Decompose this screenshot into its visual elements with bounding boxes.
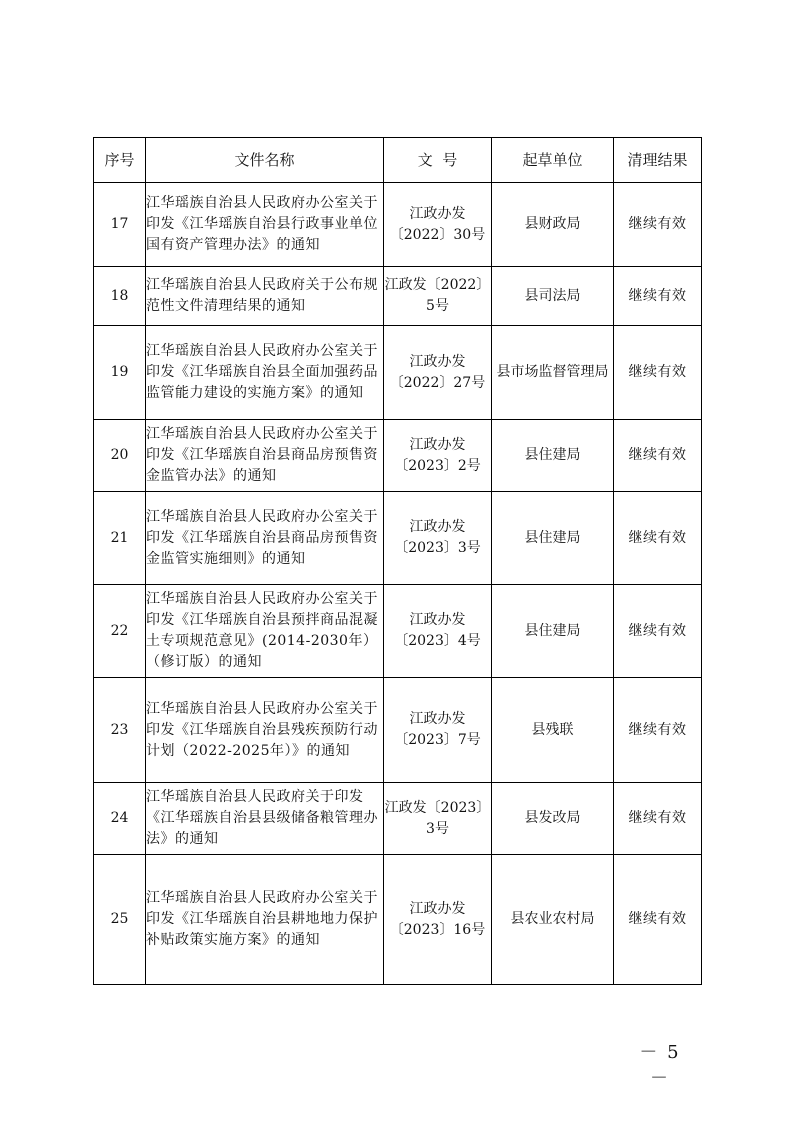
row-seq: 19 — [94, 326, 146, 420]
document-table — [93, 137, 702, 985]
row-result: 继续有效 — [614, 678, 702, 783]
row-drafting-unit: 县住建局 — [492, 492, 614, 585]
row-result: 继续有效 — [614, 855, 702, 985]
table-row — [94, 492, 702, 585]
row-doc-number: 江政办发〔2022〕27号 — [384, 326, 492, 420]
row-doc-number: 江政办发〔2022〕30号 — [384, 183, 492, 267]
row-file-name: 江华瑶族自治县人民政府办公室关于印发《江华瑶族自治县耕地地力保护补贴政策实施方案》的通知 — [146, 855, 384, 985]
table-header-row — [94, 138, 702, 183]
row-doc-number: 江政办发〔2023〕4号 — [384, 585, 492, 678]
row-seq: 20 — [94, 420, 146, 492]
row-doc-number: 江政发〔2023〕3号 — [384, 783, 492, 855]
row-file-name: 江华瑶族自治县人民政府办公室关于印发《江华瑶族自治县全面加强药品监管能力建设的实施方案》的通知 — [146, 326, 384, 420]
row-drafting-unit: 县残联 — [492, 678, 614, 783]
page-number: － 5 － — [639, 1042, 681, 1089]
row-result: 继续有效 — [614, 326, 702, 420]
table-row — [94, 183, 702, 267]
header-result: 清理结果 — [614, 138, 702, 183]
row-drafting-unit: 县住建局 — [492, 585, 614, 678]
table-row — [94, 585, 702, 678]
row-drafting-unit: 县农业农村局 — [492, 855, 614, 985]
row-file-name: 江华瑶族自治县人民政府办公室关于印发《江华瑶族自治县商品房预售资金监管实施细则》的通知 — [146, 492, 384, 585]
row-drafting-unit: 县司法局 — [492, 267, 614, 326]
table-row — [94, 420, 702, 492]
row-result: 继续有效 — [614, 492, 702, 585]
row-seq: 18 — [94, 267, 146, 326]
table-row — [94, 855, 702, 985]
row-result: 继续有效 — [614, 267, 702, 326]
row-result: 继续有效 — [614, 585, 702, 678]
row-doc-number: 江政办发〔2023〕7号 — [384, 678, 492, 783]
row-drafting-unit: 县住建局 — [492, 420, 614, 492]
row-result: 继续有效 — [614, 783, 702, 855]
row-file-name: 江华瑶族自治县人民政府关于公布规范性文件清理结果的通知 — [146, 267, 384, 326]
row-seq: 23 — [94, 678, 146, 783]
table-row — [94, 267, 702, 326]
row-doc-number: 江政办发〔2023〕2号 — [384, 420, 492, 492]
row-file-name: 江华瑶族自治县人民政府办公室关于印发《江华瑶族自治县残疾预防行动计划（2022-2025年）》的通知 — [146, 678, 384, 783]
table-row — [94, 783, 702, 855]
row-file-name: 江华瑶族自治县人民政府办公室关于印发《江华瑶族自治县商品房预售资金监管办法》的通知 — [146, 420, 384, 492]
row-file-name: 江华瑶族自治县人民政府办公室关于印发《江华瑶族自治县行政事业单位国有资产管理办法》的通知 — [146, 183, 384, 267]
header-drafting-unit: 起草单位 — [492, 138, 614, 183]
row-drafting-unit: 县市场监督管理局 — [492, 326, 614, 420]
row-drafting-unit: 县发改局 — [492, 783, 614, 855]
row-seq: 25 — [94, 855, 146, 985]
header-seq: 序号 — [94, 138, 146, 183]
header-doc-number: 文 号 — [384, 138, 492, 183]
row-result: 继续有效 — [614, 183, 702, 267]
row-doc-number: 江政办发〔2023〕16号 — [384, 855, 492, 985]
row-drafting-unit: 县财政局 — [492, 183, 614, 267]
row-seq: 24 — [94, 783, 146, 855]
row-file-name: 江华瑶族自治县人民政府关于印发《江华瑶族自治县县级储备粮管理办法》的通知 — [146, 783, 384, 855]
row-result: 继续有效 — [614, 420, 702, 492]
table-row — [94, 678, 702, 783]
row-doc-number: 江政办发〔2023〕3号 — [384, 492, 492, 585]
row-seq: 17 — [94, 183, 146, 267]
table-row — [94, 326, 702, 420]
row-doc-number: 江政发〔2022〕5号 — [384, 267, 492, 326]
row-seq: 21 — [94, 492, 146, 585]
header-file-name: 文件名称 — [146, 138, 384, 183]
row-file-name: 江华瑶族自治县人民政府办公室关于印发《江华瑶族自治县预拌商品混凝土专项规范意见》(2014-2030年）（修订版）的通知 — [146, 585, 384, 678]
row-seq: 22 — [94, 585, 146, 678]
